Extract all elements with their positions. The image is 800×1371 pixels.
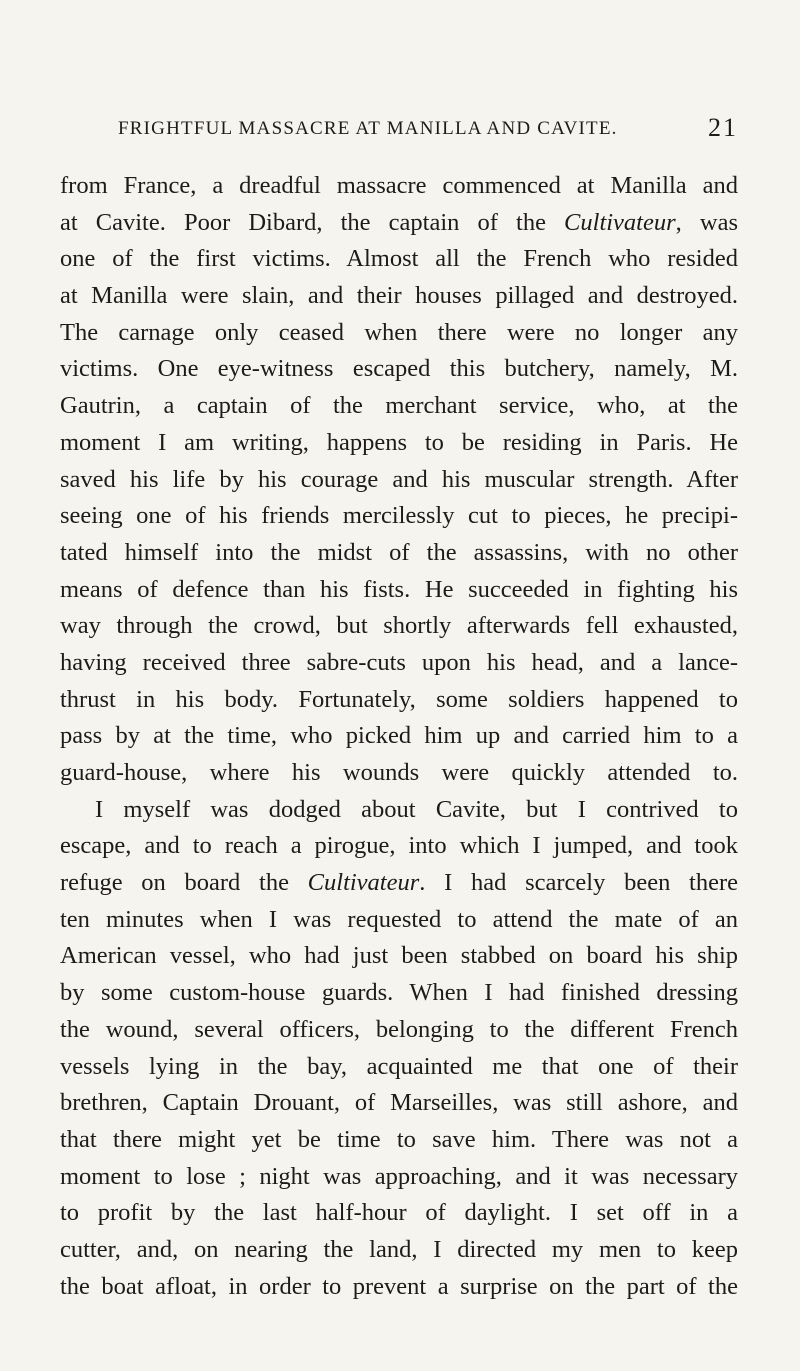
- text-line-content: at Manilla were slain, and their houses pillaged and destroyed.: [60, 282, 738, 310]
- text-line-content: seeing one of his friends mercilessly cut to pieces, he precipi-: [60, 502, 738, 530]
- text-line-content: cutter, and, on nearing the land, I directed my men to keep: [60, 1235, 738, 1263]
- text-line-content: means of defence than his fists. He succeeded in fighting his: [60, 575, 738, 603]
- running-head: [118, 113, 738, 148]
- text-line-content: pass by at the time, who picked him up and carried him to a: [60, 722, 738, 750]
- text-line-content: guard-house, where his wounds were quickly attended to.: [60, 759, 738, 786]
- text-line: [60, 535, 738, 572]
- text-line-content: moment I am writing, happens to be residing in Paris. He: [60, 428, 738, 456]
- text-line-content: brethren, Captain Drouant, of Marseilles, was still ashore, and: [60, 1089, 738, 1117]
- text-line: [60, 755, 738, 792]
- text-line-content: tated himself into the midst of the assassins, with no other: [60, 538, 738, 566]
- running-title: FRIGHTFUL MASSACRE AT MANILLA AND CAVITE.: [118, 118, 618, 139]
- text-line: [60, 462, 738, 499]
- text-line-content: Gautrin, a captain of the merchant service, who, at the: [60, 392, 738, 420]
- text-line: [60, 278, 738, 315]
- text-line: [60, 865, 738, 902]
- text-line-content: moment to lose ; night was approaching, and it was necessary: [60, 1162, 738, 1190]
- body-text: [60, 168, 738, 1305]
- text-line: [60, 792, 738, 829]
- text-line-content: escape, and to reach a pirogue, into which I jumped, and took: [60, 832, 738, 860]
- ship-name: Cultivateur: [307, 869, 420, 897]
- text-line-content: to profit by the last half-hour of daylight. I set off in a: [60, 1199, 738, 1227]
- text-line-content: way through the crowd, but shortly afterwards fell exhausted,: [60, 612, 738, 640]
- text-line-content: thrust in his body. Fortunately, some soldiers happened to: [60, 685, 738, 713]
- text-line: [60, 1122, 738, 1159]
- text-line-content: saved his life by his courage and his muscular strength. After: [60, 465, 738, 493]
- text-line-content: at Cavite. Poor Dibard, the captain of the: [60, 208, 565, 236]
- text-line: [60, 425, 738, 462]
- text-line: [60, 168, 738, 205]
- text-line: [60, 498, 738, 535]
- text-line-content: that there might yet be time to save him. There was not a: [60, 1125, 738, 1153]
- text-line-content: the wound, several officers, belonging to the different French: [60, 1015, 738, 1043]
- ship-name: Cultivateur: [564, 208, 676, 236]
- text-line: [60, 938, 738, 975]
- text-line: [60, 351, 738, 388]
- text-line-content: by some custom-house guards. When I had finished dressing: [60, 979, 738, 1007]
- text-line: [60, 205, 738, 242]
- text-line-content: victims. One eye-witness escaped this butchery, namely, M.: [60, 355, 738, 383]
- text-line-content: one of the first victims. Almost all the French who resided: [60, 245, 738, 273]
- text-line-content: I myself was dodged about Cavite, but I contrived to: [95, 795, 738, 823]
- text-line: [60, 1269, 738, 1306]
- text-line: [60, 902, 738, 939]
- text-line-content: American vessel, who had just been stabbed on board his ship: [60, 942, 738, 970]
- text-line: [60, 608, 738, 645]
- text-line-content: the boat afloat, in order to prevent a surprise on the part of the: [60, 1272, 738, 1300]
- text-line: [60, 1085, 738, 1122]
- text-line: [60, 1195, 738, 1232]
- text-line: [60, 718, 738, 755]
- text-line-content: The carnage only ceased when there were no longer any: [60, 318, 738, 346]
- text-line: [60, 975, 738, 1012]
- text-line: [60, 315, 738, 352]
- text-line-content: having received three sabre-cuts upon his head, and a lance-: [60, 648, 738, 676]
- text-line: [60, 645, 738, 682]
- text-line: [60, 682, 738, 719]
- text-line: [60, 241, 738, 278]
- text-line-content: vessels lying in the bay, acquainted me that one of their: [60, 1052, 738, 1080]
- text-line: [60, 572, 738, 609]
- text-line-continuation: . I had scarcely been there: [419, 869, 738, 897]
- text-line: [60, 1049, 738, 1086]
- page-number: 21: [708, 113, 738, 142]
- text-line-content: ten minutes when I was requested to attend the mate of an: [60, 905, 738, 933]
- text-line: [60, 388, 738, 425]
- text-line: [60, 1232, 738, 1269]
- text-line-content: refuge on board the: [60, 869, 308, 897]
- text-line: [60, 1012, 738, 1049]
- text-line-continuation: , was: [675, 208, 738, 236]
- text-line: [60, 828, 738, 865]
- text-line: [60, 1159, 738, 1196]
- text-line-content: from France, a dreadful massacre commenced at Manilla and: [60, 172, 738, 199]
